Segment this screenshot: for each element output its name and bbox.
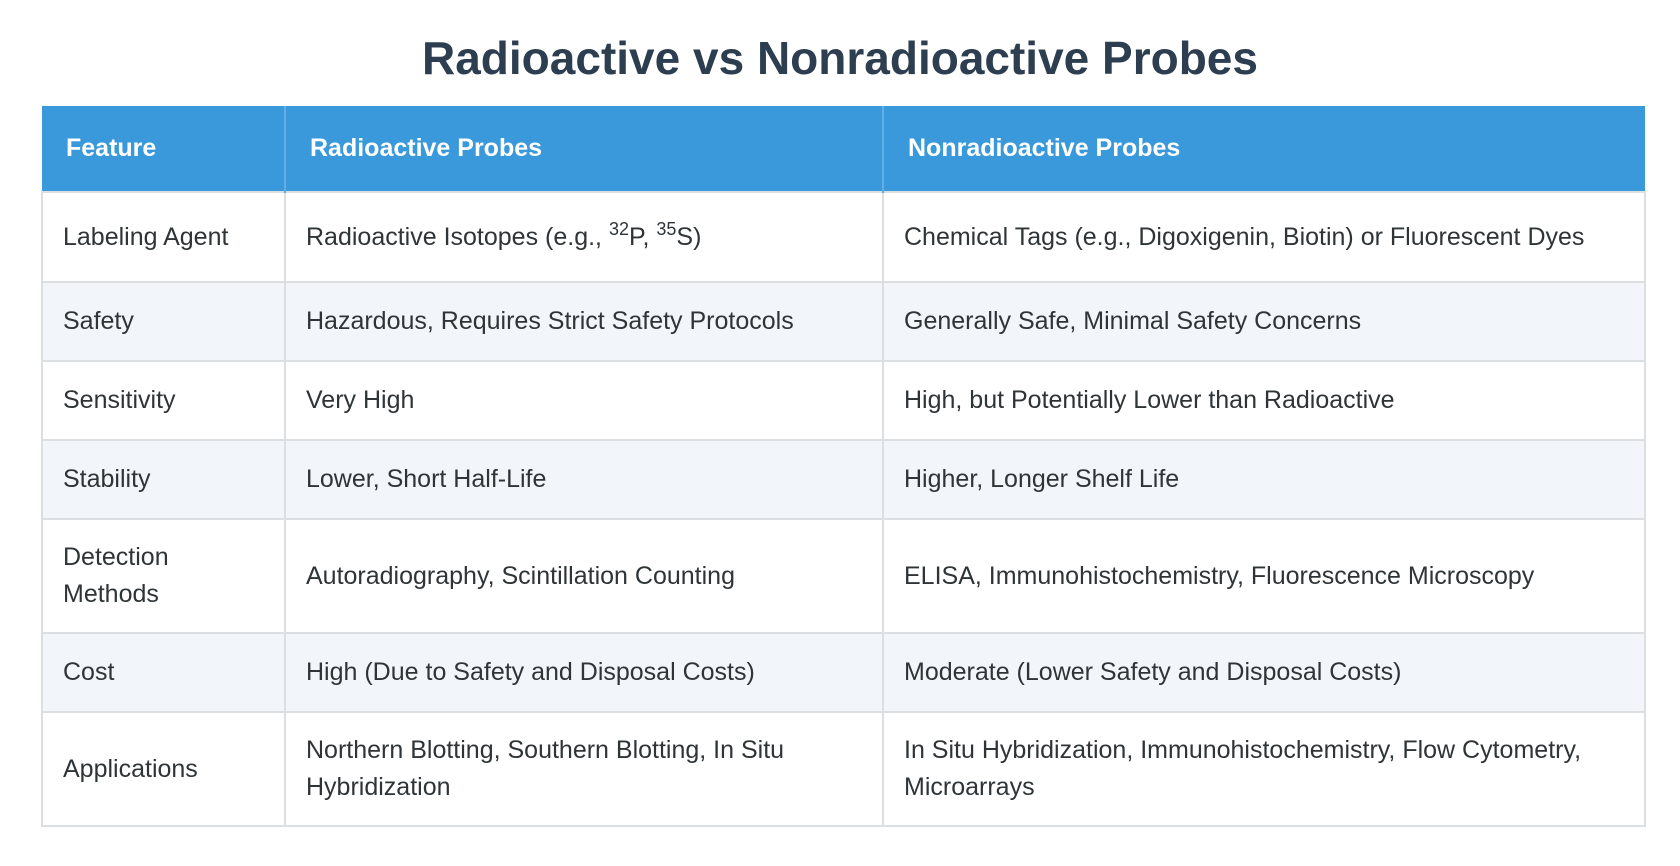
header-feature: Feature: [42, 106, 285, 192]
table-row: [42, 361, 1645, 440]
header-row: [42, 106, 1645, 192]
table-body: [42, 192, 1645, 826]
table-row: [42, 282, 1645, 361]
feature-cell: Detection Methods: [42, 519, 285, 633]
nonradioactive-cell: In Situ Hybridization, Immunohistochemistry, Flow Cytometry, Microarrays: [883, 712, 1645, 826]
table-row: [42, 519, 1645, 633]
nonradioactive-cell: High, but Potentially Lower than Radioactive: [883, 361, 1645, 440]
radioactive-cell: High (Due to Safety and Disposal Costs): [285, 633, 883, 712]
feature-cell: Stability: [42, 440, 285, 519]
labeling-text-prefix: Radioactive Isotopes (e.g.,: [306, 222, 609, 251]
feature-cell: Applications: [42, 712, 285, 826]
table-row: [42, 633, 1645, 712]
isotope-separator: ,: [642, 222, 657, 251]
radioactive-cell: [285, 192, 883, 282]
table-row: [42, 192, 1645, 282]
table-row: [42, 712, 1645, 826]
nonradioactive-cell: Moderate (Lower Safety and Disposal Costs): [883, 633, 1645, 712]
feature-cell: Safety: [42, 282, 285, 361]
header-radioactive-probes: Radioactive Probes: [285, 106, 883, 192]
comparison-table: [41, 106, 1646, 827]
feature-cell: Labeling Agent: [42, 192, 285, 282]
radioactive-cell: Autoradiography, Scintillation Counting: [285, 519, 883, 633]
radioactive-cell: Northern Blotting, Southern Blotting, In Situ Hybridization: [285, 712, 883, 826]
radioactive-cell: Very High: [285, 361, 883, 440]
nonradioactive-cell: ELISA, Immunohistochemistry, Fluorescence Microscopy: [883, 519, 1645, 633]
feature-cell: Cost: [42, 633, 285, 712]
nonradioactive-cell: Chemical Tags (e.g., Digoxigenin, Biotin) or Fluorescent Dyes: [883, 192, 1645, 282]
radioactive-cell: Hazardous, Requires Strict Safety Protocols: [285, 282, 883, 361]
page-title: Radioactive vs Nonradioactive Probes: [422, 32, 1258, 84]
nonradioactive-cell: Higher, Longer Shelf Life: [883, 440, 1645, 519]
labeling-text-suffix: ): [693, 222, 702, 251]
table-row: [42, 440, 1645, 519]
isotope-symbol-s: S: [676, 222, 694, 251]
table-header: [42, 106, 1645, 192]
nonradioactive-cell: Generally Safe, Minimal Safety Concerns: [883, 282, 1645, 361]
isotope-mass-35: 35: [656, 218, 677, 239]
radioactive-cell: Lower, Short Half-Life: [285, 440, 883, 519]
isotope-symbol-p: P: [628, 222, 643, 251]
header-nonradioactive-probes: Nonradioactive Probes: [883, 106, 1645, 192]
feature-cell: Sensitivity: [42, 361, 285, 440]
isotope-mass-32: 32: [608, 218, 629, 239]
